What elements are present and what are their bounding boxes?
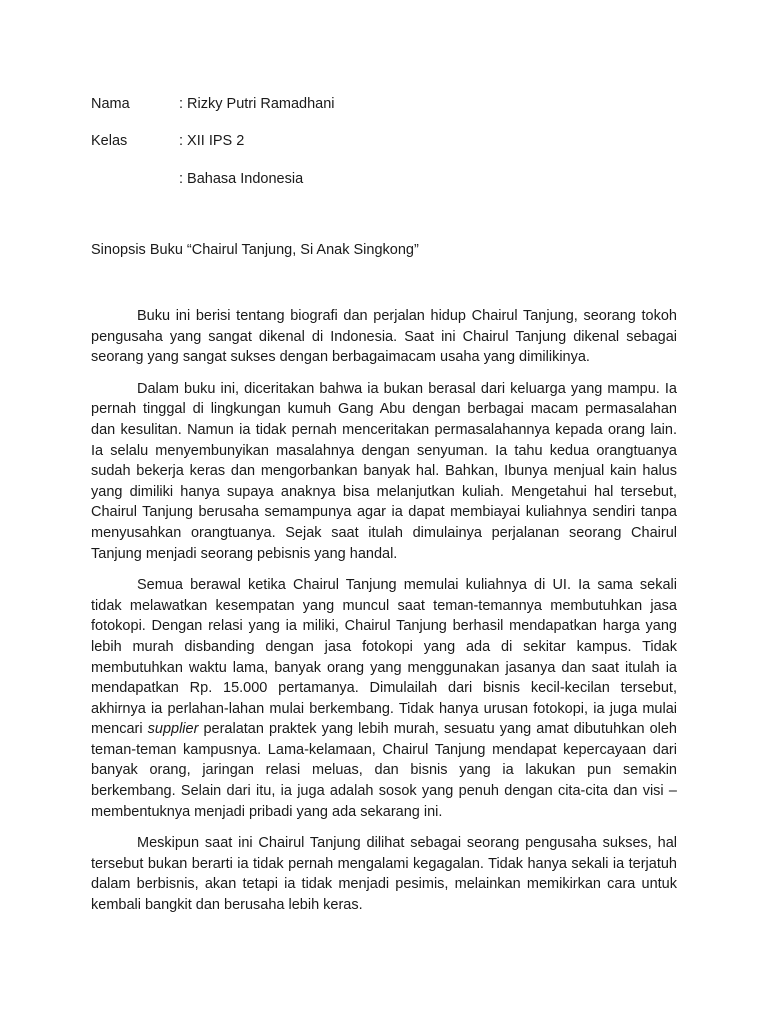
- paragraph-3-italic-term: supplier: [147, 721, 199, 738]
- name-row: [91, 95, 335, 113]
- document-body: [91, 306, 677, 927]
- document-title: Sinopsis Buku “Chairul Tanjung, Si Anak Singkong”: [91, 242, 419, 258]
- class-row: [91, 132, 244, 150]
- subject-row: [91, 170, 303, 188]
- class-label: Kelas: [91, 133, 128, 149]
- paragraph-3-part-2: peralatan praktek yang lebih murah, sesuatu yang amat dibutuhkan oleh teman-teman kampusnya. Lama-kelamaan, Chairul Tanjung mendapat kepercayaan dari banyak orang, jaringan relasi meluas, dan bisnis yang ia lakukan pun semakin berkembang. Selain dari itu, ia juga adalah sosok yang penuh dengan cita-cita dan visi – membentuknya menjadi pribadi yang ada sekarang ini.: [91, 721, 677, 820]
- paragraph-3: [91, 575, 677, 822]
- paragraph-2: Dalam buku ini, diceritakan bahwa ia bukan berasal dari keluarga yang mampu. Ia pernah tinggal di lingkungan kumuh Gang Abu dengan berbagai macam permasalahan dan kesulitan. Namun ia tidak pernah menceritakan permasalahannya kepada orang lain. Ia selalu menyembunyikan masalahnya dengan senyuman. Ia tahu kedua orangtuanya sudah bekerja keras dan mengorbankan banyak hal. Bahkan, Ibunya menjual kain halus yang dimiliki hanya supaya anaknya bisa melanjutkan kuliah. Mengetahui hal tersebut, Chairul Tanjung berusaha semampunya agar ia dapat membiayai kuliahnya sendiri tanpa menyusahkan orangtuanya. Sejak saat itulah dimulainya perjalanan seorang Chairul Tanjung menjadi seorang pebisnis yang handal.: [91, 380, 677, 562]
- class-value: : XII IPS 2: [179, 133, 245, 149]
- name-value: : Rizky Putri Ramadhani: [179, 96, 335, 112]
- paragraph-1: Buku ini berisi tentang biografi dan perjalan hidup Chairul Tanjung, seorang tokoh pengusaha yang sangat dikenal di Indonesia. Saat ini Chairul Tanjung dikenal sebagai seorang yang sangat sukses dengan berbagaimacam usaha yang dimilikinya.: [91, 308, 677, 366]
- paragraph-4: Meskipun saat ini Chairul Tanjung dilihat sebagai seorang pengusaha sukses, hal tersebut bukan berarti ia tidak pernah mengalami kegagalan. Tidak hanya sekali ia terjatuh dalam berbisnis, akan tetapi ia tidak menjadi pesimis, melainkan memikirkan cara untuk kembali bangkit dan berusaha lebih keras.: [91, 835, 677, 914]
- paragraph-3-part-1: Semua berawal ketika Chairul Tanjung memulai kuliahnya di UI. Ia sama sekali tidak melawatkan kesempatan yang muncul saat teman-temannya membutuhkan jasa fotokopi. Dengan relasi yang ia miliki, Chairul Tanjung berhasil mendapatkan harga yang lebih murah disbanding dengan jasa fotokopi yang ada di sekitar kampus. Tidak membutuhkan waktu lama, banyak orang yang menggunakan jasanya dan saat itulah ia mendapatkan Rp. 15.000 pertamanya. Dimulailah dari bisnis kecil-kecilan tersebut, akhirnya ia perlahan-lahan mulai berkembang. Tidak hanya urusan fotokopi, ia juga mulai mencari: [91, 577, 677, 738]
- name-label: Nama: [91, 96, 130, 112]
- subject-value: : Bahasa Indonesia: [179, 171, 304, 187]
